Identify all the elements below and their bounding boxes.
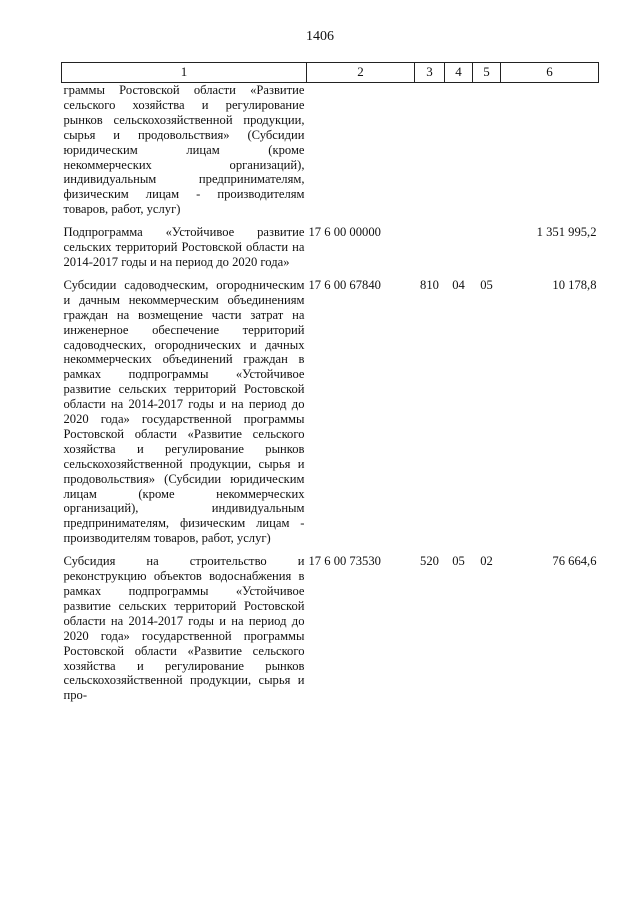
row-code: [307, 83, 415, 218]
column-header-6: 6: [501, 63, 599, 83]
row-expense-type: [415, 225, 445, 270]
column-header-4: 4: [445, 63, 473, 83]
row-amount: 1 351 995,2: [536, 225, 597, 240]
row-name: Субсидии садоводческим, огородническим и дачным некоммерческим объединениям граждан на возмещение части затрат на инженерное обеспечение территорий садоводческих, огороднических и дачных некоммерческих объединений граждан в рамках подпрограммы «Устойчивое развитие сельских территорий Ростовской области на 2014-2017 годы и на период до 2020 года» государственной программы Ростовской области «Развитие сельского хозяйства и регулирование рынков сельскохозяйственной продукции, сырья и продовольствия» (Субсидии юридическим лицам (кроме некоммерческих организаций), индивидуальным предпринимателям, физическим лицам - производителям товаров, работ, услуг): [63, 277, 305, 546]
row-code: 17 6 00 73530: [308, 554, 381, 569]
row-subsection: 02: [480, 554, 493, 569]
row-section: [445, 225, 473, 270]
column-header-2: 2: [307, 63, 415, 83]
row-code: 17 6 00 00000: [308, 225, 381, 240]
row-name: граммы Ростовской области «Развитие сельского хозяйства и регулирование рынков сельскохозяйственной продукции, сырья и продовольствия» (Субсидии юридическим лицам (кроме некоммерческих организаций), индивидуальным предпринимателям, физическим лицам - производителям товаров, работ, услуг): [63, 83, 305, 217]
row-name: Субсидия на строительство и реконструкцию объектов водоснабжения в рамках подпрограммы «Устойчивое развитие сельских территорий Ростовской области на 2014-2017 годы и на период до 2020 года» государственной программы Ростовской области «Развитие сельского хозяйства и регулирование рынков сельскохозяйственной продукции, сырья и про-: [63, 554, 305, 703]
table-row: [62, 225, 599, 270]
row-amount: 10 178,8: [552, 277, 597, 292]
row-name: Подпрограмма «Устойчивое развитие сельских территорий Ростовской области на 2014-2017 годы и на период до 2020 года»: [63, 225, 305, 269]
table-row: [62, 554, 599, 703]
row-expense-type: 520: [420, 554, 439, 569]
table-row: [62, 83, 599, 218]
row-subsection: [473, 83, 501, 218]
row-code: 17 6 00 67840: [308, 277, 381, 292]
column-header-5: 5: [473, 63, 501, 83]
row-amount: 76 664,6: [552, 554, 597, 569]
row-expense-type: 810: [420, 277, 439, 292]
table-row: [62, 278, 599, 546]
row-section: [445, 83, 473, 218]
budget-table: [61, 62, 599, 703]
row-subsection: [473, 225, 501, 270]
row-section: 05: [452, 554, 465, 569]
column-header-1: 1: [62, 63, 307, 83]
row-section: 04: [452, 277, 465, 292]
column-header-3: 3: [415, 63, 445, 83]
column-number-row: [62, 63, 599, 83]
row-expense-type: [415, 83, 445, 218]
page-number: 1406: [306, 29, 334, 44]
row-subsection: 05: [480, 277, 493, 292]
row-amount: [501, 83, 599, 218]
